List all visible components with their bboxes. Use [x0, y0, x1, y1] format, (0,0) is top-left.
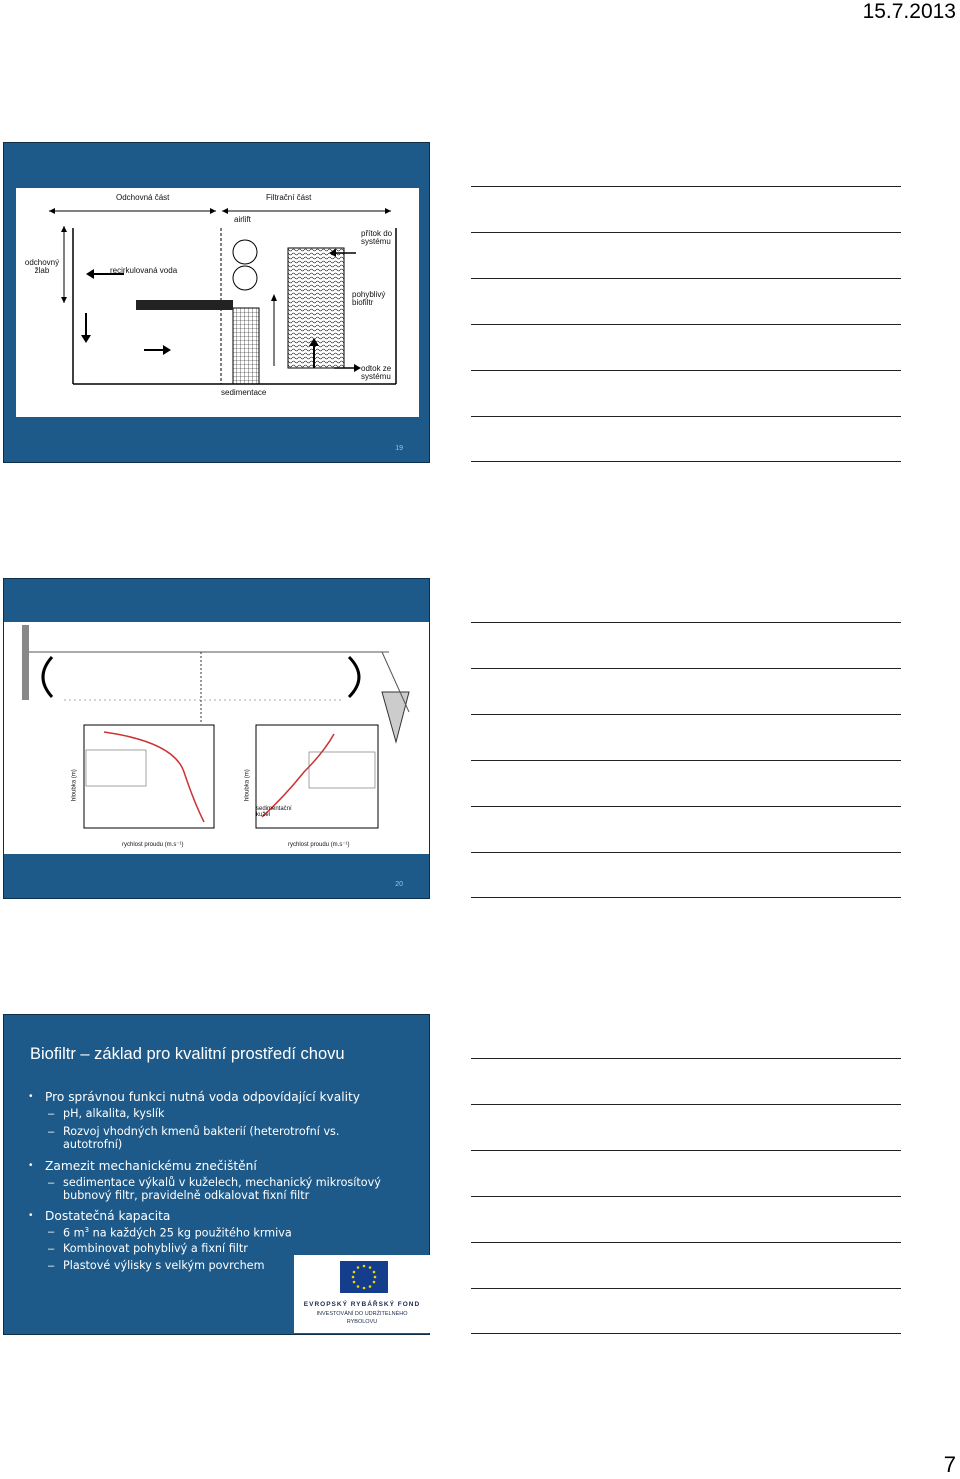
flow-figure-svg [4, 622, 429, 854]
slide-number: 19 [395, 445, 403, 452]
eu-fund-line-1: EVROPSKÝ RYBÁŘSKÝ FOND [303, 1301, 421, 1308]
capacity-exponent: 3 [84, 1226, 90, 1234]
bullet-1: Pro správnou funkci nutná voda odpovídající kvality [45, 1090, 360, 1104]
right-chart-ylabel: hloubka (m) [244, 769, 251, 801]
label-odchovna: Odchovná část [116, 193, 170, 202]
label-odchovny-zlab: odchovný žlab [24, 258, 60, 276]
bullet-dot: • [29, 1091, 33, 1102]
label-odtok: odtok ze systému [361, 364, 392, 382]
slide-19 [3, 142, 430, 463]
bullet-3: Dostatečná kapacita [45, 1209, 171, 1223]
flow-velocity-figure [4, 622, 429, 854]
bullet-3-sub-3: Plastové výlisky s velkým povrchem [63, 1259, 265, 1272]
eu-fund-line-3: RYBOLOVU [346, 1319, 378, 1325]
sub-dash: – [48, 1226, 55, 1238]
left-chart-xlabel: rychlost proudu (m.s⁻¹) [122, 842, 184, 848]
right-chart-annotation: sedimentační kužel [256, 806, 292, 819]
label-pritok: přítok do systému [361, 229, 393, 247]
label-pohyblivy: pohyblivý biofiltr [352, 290, 386, 308]
bullet-2-sub-1: sedimentace výkalů v kuželech, mechanický mikrosítový [63, 1176, 381, 1189]
bullet-1-sub-1: pH, alkalita, kyslík [63, 1107, 165, 1120]
sub-dash: – [48, 1177, 55, 1189]
label-airlift: airlift [234, 215, 251, 224]
bullet-dot: • [29, 1210, 33, 1221]
eu-fund-line-2: INVESTOVÁNÍ DO UDRŽITELNÉHO [316, 1311, 408, 1317]
label-filtracni: Filtrační část [266, 193, 312, 202]
bullet-dot: • [29, 1160, 33, 1171]
header-date: 15.7.2013 [862, 0, 956, 23]
slide-number: 20 [395, 881, 403, 888]
aquaculture-system-diagram [16, 188, 419, 417]
page-number: 7 [943, 1452, 956, 1477]
eu-flag-icon [294, 1255, 430, 1305]
capacity-text: na každých 25 kg použitého krmiva [89, 1226, 292, 1240]
bullet-2-sub-1-cont: bubnový filtr, pravidelně odkalovat fixní filtr [63, 1189, 310, 1202]
sub-dash: – [48, 1108, 55, 1120]
label-sedimentace: sedimentace [221, 388, 267, 397]
left-chart-ylabel: hloubka (m) [71, 769, 78, 801]
bullet-2: Zamezit mechanickému znečištění [45, 1159, 257, 1173]
slide-biofiltr [3, 1014, 430, 1335]
right-chart-xlabel: rychlost proudu (m.s⁻¹) [288, 842, 350, 848]
sub-dash: – [48, 1260, 55, 1272]
sub-dash: – [48, 1243, 55, 1255]
sub-dash: – [48, 1126, 55, 1138]
capacity-value: 6 m [63, 1226, 85, 1240]
bullet-1-sub-2-cont: autotrofní) [63, 1138, 123, 1151]
eu-fund-logo [294, 1255, 430, 1333]
bullet-1-sub-2: Rozvoj vhodných kmenů bakterií (heterotrofní vs. [63, 1125, 340, 1138]
bullet-3-sub-1 [63, 1226, 292, 1241]
bullet-3-sub-2: Kombinovat pohyblivý a fixní filtr [63, 1242, 248, 1255]
slide-20 [3, 578, 430, 899]
slide-title: Biofiltr – základ pro kvalitní prostředí chovu [30, 1045, 345, 1063]
label-recirkulovana: recirkulovaná voda [110, 266, 178, 275]
